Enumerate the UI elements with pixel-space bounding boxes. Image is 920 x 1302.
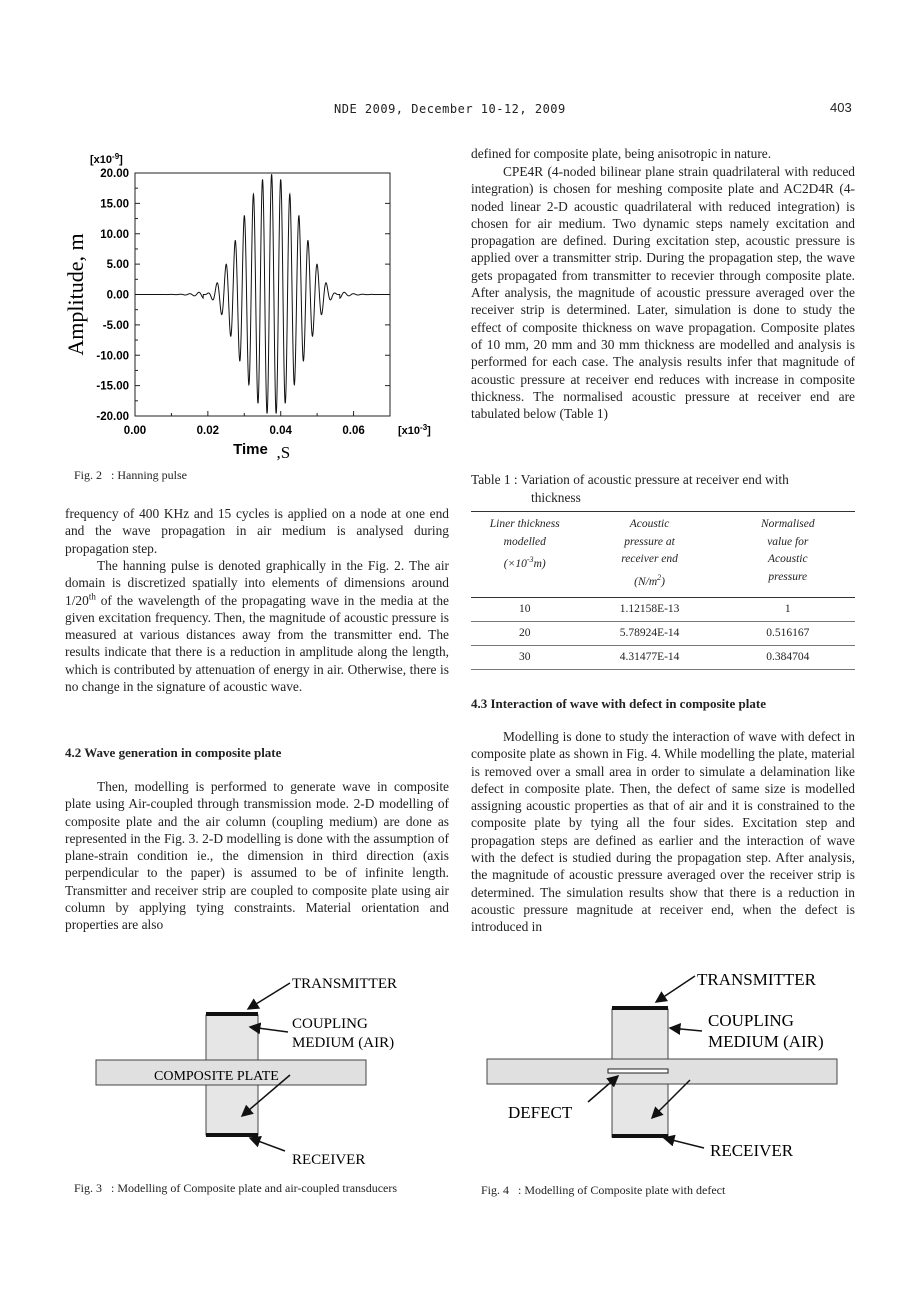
page-number: 403 [830,100,852,115]
right-paragraph-3: Modelling is done to study the interaction of wave with defect in composite plate as shown in Fig. 4. While modelling the plate, material is removed over a small area in order to simulate a delamination like defect in composite plate. Then, the defect of same size is modelled assigning acoustic properties as that of air and it is constrained to the composite plate by tying all the four sides. Excitation step and propagation steps are defined as earlier and the interaction of wave with the defect is studied during the propagation step. After analysis, the magnitude of acoustic pressure averaged over the receiver strip is determined. The simulation results show that there is a reduction in acoustic pressure magnitude at receiver end, when the defect is introduced in [471,729,855,935]
y-tick-label: -15.00 [96,380,129,393]
fig2-caption-label: Fig. 2 [74,468,103,482]
fig3-caption [74,1181,397,1196]
y-tick-label: 15.00 [100,198,129,211]
defect-slot [608,1069,668,1073]
y-tick-label: -10.00 [96,350,129,363]
table-header-thickness: Liner thickness modelled $(\times 10^{-3}m)$ [471,512,579,598]
right-paragraph-2: CPE4R (4-noded bilinear plane strain quadrilateral with reduced integration) is chosen for meshing composite plate and AC2D4R (4-noded linear 2-D acoustic quadrilateral with reduced integration) is chosen for air medium. Two dynamic steps namely excitation and propagation are defined. During excitation step, acoustic pressure is applied over a transmitter strip. During the propagation step, the wave gets propagated from transmitter to recevier through composite plate. After analysis, the magnitude of acoustic pressure averaged over the receiver strip is determined. Later, simulation is done to study the effect of composite thickness on wave propagation. Composite plates of 10 mm, 20 mm and 30 mm thickness are modelled and analysis is performed for each case. The analysis results infer that magnitude of acoustic pressure at receiver end reduces with increase in composite thickness. The normalised acoustic pressure at receiver end are tabulated below (Table 1) [471,164,855,422]
table-row: 20 5.78924E-14 0.516167 [471,621,855,645]
coupling-arrow [670,1028,702,1031]
receiver-arrow [250,1138,285,1151]
x-tick-label: 0.02 [196,425,220,437]
fig3-plate-label: COMPOSITE PLATE [154,1069,279,1084]
table-row: 30 4.31477E-14 0.384704 [471,645,855,669]
left-paragraph-3: Then, modelling is performed to generate wave in composite plate using Air-coupled through transmission mode. 2-D modelling of composite plate and the air column (coupling medium) are done as represented in the Fig. 3. 2-D modelling is done with the assumption of plane-strain condition ie., the dimension in third direction (axis perpendicular to the paper) is assumed to be of infinite length. Transmitter and receiver strip are coupled to composite plate using air column by applying tying constraints. Material orientation and properties are also [65,779,449,933]
fig3-receiver-label: RECEIVER [292,1152,366,1168]
table-1 [471,511,855,670]
y-tick-label: 5.00 [106,259,129,272]
y-tick-label: 0.00 [106,289,129,302]
table1-caption [471,471,789,506]
fig3-diagram [80,965,460,1175]
superscript-th: th [88,591,96,602]
receiver-strip [612,1134,668,1138]
fig4-defect-label: DEFECT [508,1103,573,1122]
receiver-strip [206,1133,258,1137]
hanning-pulse-chart [60,145,450,475]
right-paragraph-1: defined for composite plate, being anisotropic in nature. [471,146,772,161]
x-multiplier: $[x10^{-3}]$ [398,423,431,437]
table1-caption-line2: thickness [531,489,581,505]
x-axis-label: Time [233,441,268,458]
x-tick-label: 0.00 [123,425,147,437]
fig3-coupling-label-2: MEDIUM (AIR) [292,1035,395,1051]
table-row: 10 1.12158E-13 1 [471,597,855,621]
y-tick-label: -5.00 [102,319,129,332]
table-header-normalised: Normalised value for Acoustic pressure [721,512,855,598]
y-tick-label: 20.00 [100,168,129,180]
section-4-2-heading: 4.2 Wave generation in composite plate [65,745,282,760]
y-multiplier: $[x10^{-9}]$ [90,152,123,166]
table-header-pressure: Acoustic pressure at receiver end $(N/m^2)$ [579,512,721,598]
fig4-diagram [480,962,860,1172]
left-paragraph-2b: of the wavelength of the propagating wave in the media at the given excitation frequency. Then, the magnitude of acoustic pressure is measured at various distances away from the transmitter end. The results indicate that there is a reduction in amplitude along the length, which is contributed by attenuation of energy in air. Otherwise, there is no change in the signature of acoustic wave. [65,592,449,695]
y-tick-label: -20.00 [96,411,129,423]
y-axis-label: Amplitude, m [63,233,88,356]
receiver-arrow [664,1138,704,1148]
section-4-3-heading: 4.3 Interaction of wave with defect in composite plate [471,696,766,711]
fig3-caption-label: Fig. 3 [74,1181,103,1195]
fig4-caption-text: : Modelling of Composite plate with defect [518,1183,726,1197]
left-paragraph-1: frequency of 400 KHz and 15 cycles is applied on a node at one end and the wave propagation in air medium is analysed during propagation step. [65,506,449,556]
fig3-caption-text: : Modelling of Composite plate and air-coupled transducers [111,1181,398,1195]
left-paragraph-2a: The hanning pulse is denoted graphically in the Fig. 2. The air domain is discretized spatially into elements of dimensions around 1/20 [65,558,449,608]
x-tick-label: 0.04 [269,425,292,437]
transmitter-arrow [656,976,695,1002]
pulse-line [135,174,390,413]
fig4-coupling-label-2: MEDIUM (AIR) [708,1032,824,1051]
fig4-caption-label: Fig. 4 [481,1183,510,1197]
fig4-receiver-label: RECEIVER [710,1141,794,1160]
fig4-coupling-label-1: COUPLING [708,1011,794,1030]
fig4-caption [481,1183,725,1198]
fig2-caption [74,468,187,483]
y-tick-label: 10.00 [100,228,129,241]
fig2-caption-text: : Hanning pulse [111,468,188,482]
fig4-transmitter-label: TRANSMITTER [697,970,816,989]
transmitter-strip [612,1006,668,1010]
x-tick-label: 0.06 [342,425,365,437]
fig3-transmitter-label: TRANSMITTER [292,976,397,992]
fig3-coupling-label-1: COUPLING [292,1016,368,1032]
running-title: NDE 2009, December 10-12, 2009 [334,102,566,116]
left-paragraph-2 [65,557,449,695]
table1-caption-line1: Table 1 : Variation of acoustic pressure at receiver end with [471,472,789,487]
transmitter-strip [206,1012,258,1016]
transmitter-arrow [248,983,290,1009]
x-axis-unit: ,S [276,443,291,462]
